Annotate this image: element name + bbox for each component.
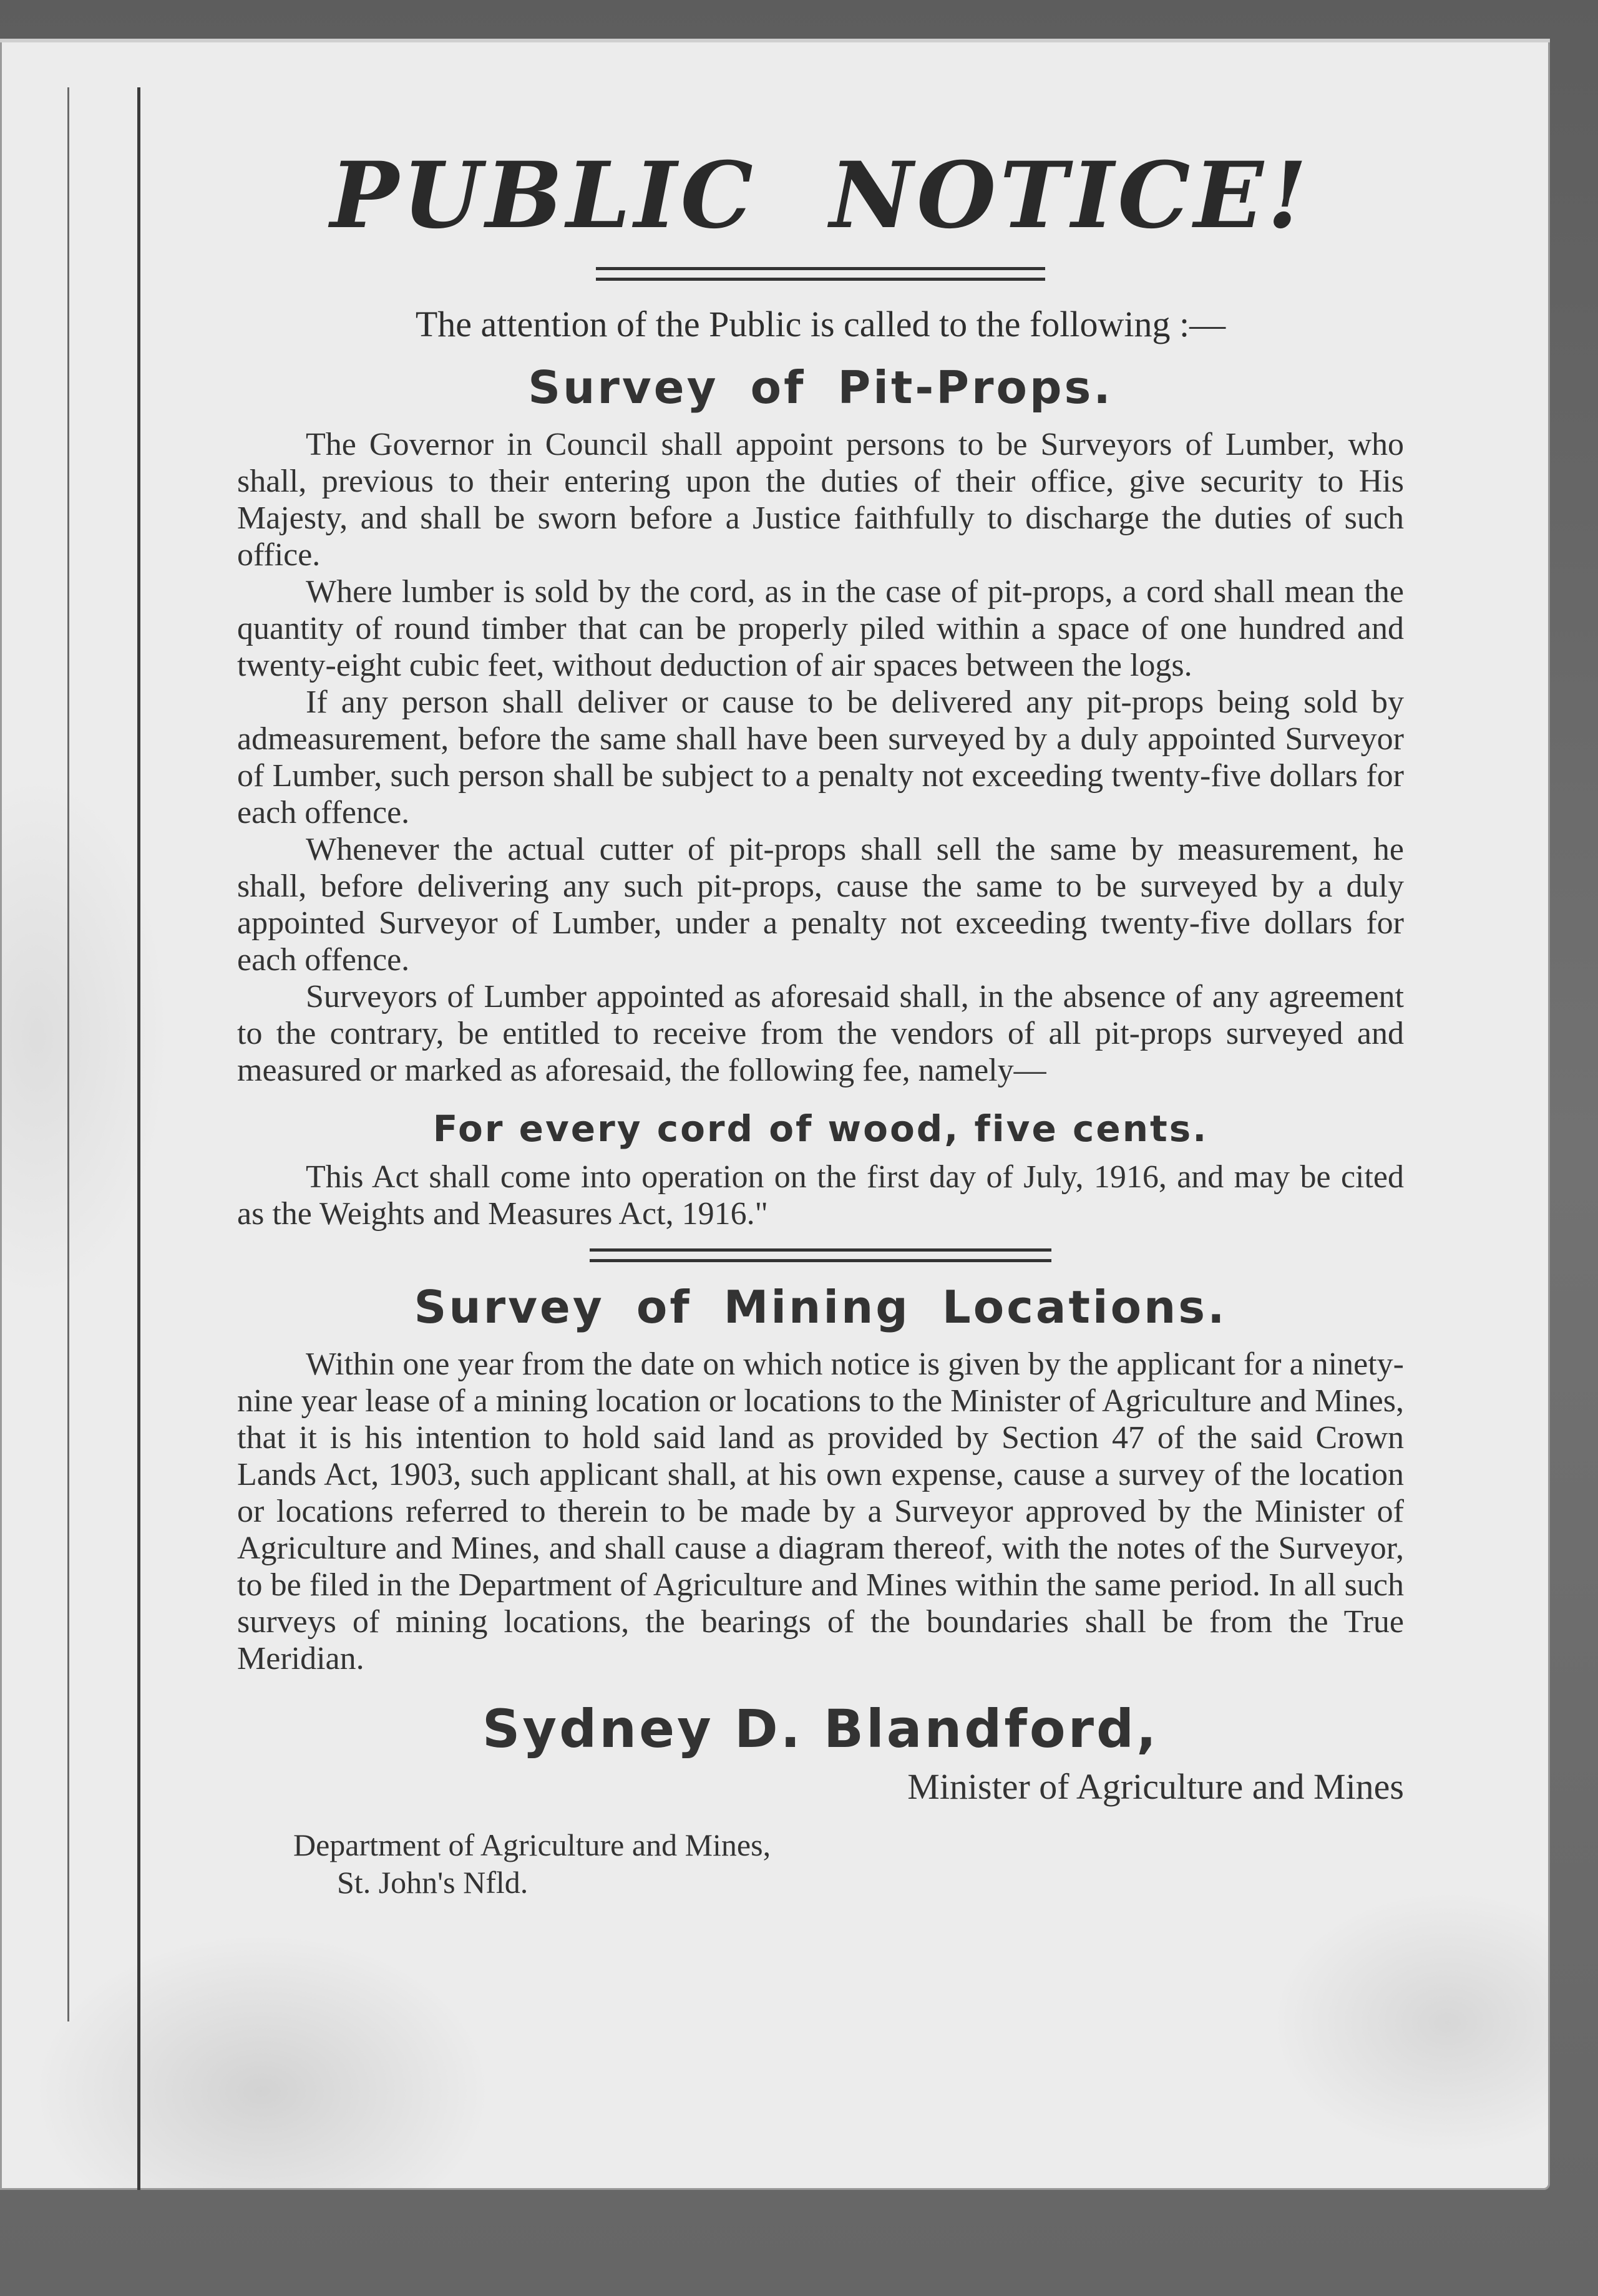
pit-props-paragraph: Where lumber is sold by the cord, as in the case of pit-props, a cord shall mean the quantity of round timber that can be properly piled within a space of one hundred and twenty-eight cubic feet, without deduction of air spaces between the logs.	[237, 573, 1404, 683]
signature-name: Sydney D. Blandford,	[482, 1698, 1159, 1759]
notice-headline: PUBLIC NOTICE!	[330, 142, 1311, 249]
mining-paragraph: Within one year from the date on which notice is given by the applicant for a ninety-nine year lease of a mining location or locations to the Minister of Agriculture and Mines, that it is his intention to hold said land as provided by Section 47 of the said Crown Lands Act, 1903, such applicant shall, at his own expense, cause a survey of the location or locations referred to therein to be made by a Surveyor approved by the Minister of Agriculture and Mines, and shall cause a diagram thereof, with the notes of the Surveyor, to be filed in the Department of Agriculture and Mines within the same period. In all such surveys of mining locations, the bearings of the boundaries shall be from the True Meridian.	[237, 1346, 1404, 1676]
binding-edge	[67, 87, 69, 2021]
double-rule-middle	[590, 1248, 1051, 1262]
public-notice	[237, 144, 1404, 1901]
paper-top-edge	[0, 39, 1550, 42]
signature-title: Minister of Agriculture and Mines	[907, 1766, 1404, 1807]
pit-props-paragraph: Whenever the actual cutter of pit-props shall sell the same by measurement, he shall, before delivering any such pit-props, cause the same to be surveyed by a duly appointed Surveyor of Lumber, under a penalty not exceeding twenty-five dollars for each offence.	[237, 831, 1404, 978]
binding-line	[137, 87, 140, 2190]
notice-intro: The attention of the Public is called to the following :—	[415, 303, 1226, 344]
section-heading-mining: Survey of Mining Locations.	[414, 1280, 1227, 1333]
section-heading-pit-props: Survey of Pit-Props.	[528, 361, 1113, 414]
double-rule-top	[596, 267, 1045, 281]
fee-line: For every cord of wood, five cents.	[432, 1107, 1209, 1150]
department-line: Department of Agriculture and Mines,	[293, 1827, 771, 1862]
pit-props-paragraph: The Governor in Council shall appoint persons to be Surveyors of Lumber, who shall, previous to their entering upon the duties of their office, give security to His Majesty, and shall be sworn before a Justice faithfully to discharge the duties of such office.	[237, 426, 1404, 573]
pit-props-paragraph: Surveyors of Lumber appointed as aforesaid shall, in the absence of any agreement to the contrary, be entitled to receive from the vendors of all pit-props surveyed and measured or marked as aforesaid, the following fee, namely—	[237, 978, 1404, 1088]
pit-props-paragraph: If any person shall deliver or cause to be delivered any pit-props being sold by admeasurement, before the same shall have been surveyed by a duly appointed Surveyor of Lumber, such person shall be subject to a penalty not exceeding twenty-five dollars for each offence.	[237, 684, 1404, 830]
department-city: St. John's Nfld.	[337, 1864, 529, 1900]
act-note: This Act shall come into operation on the first day of July, 1916, and may be cited as the Weights and Measures Act, 1916."	[237, 1159, 1404, 1232]
department-address	[293, 1826, 1404, 1901]
